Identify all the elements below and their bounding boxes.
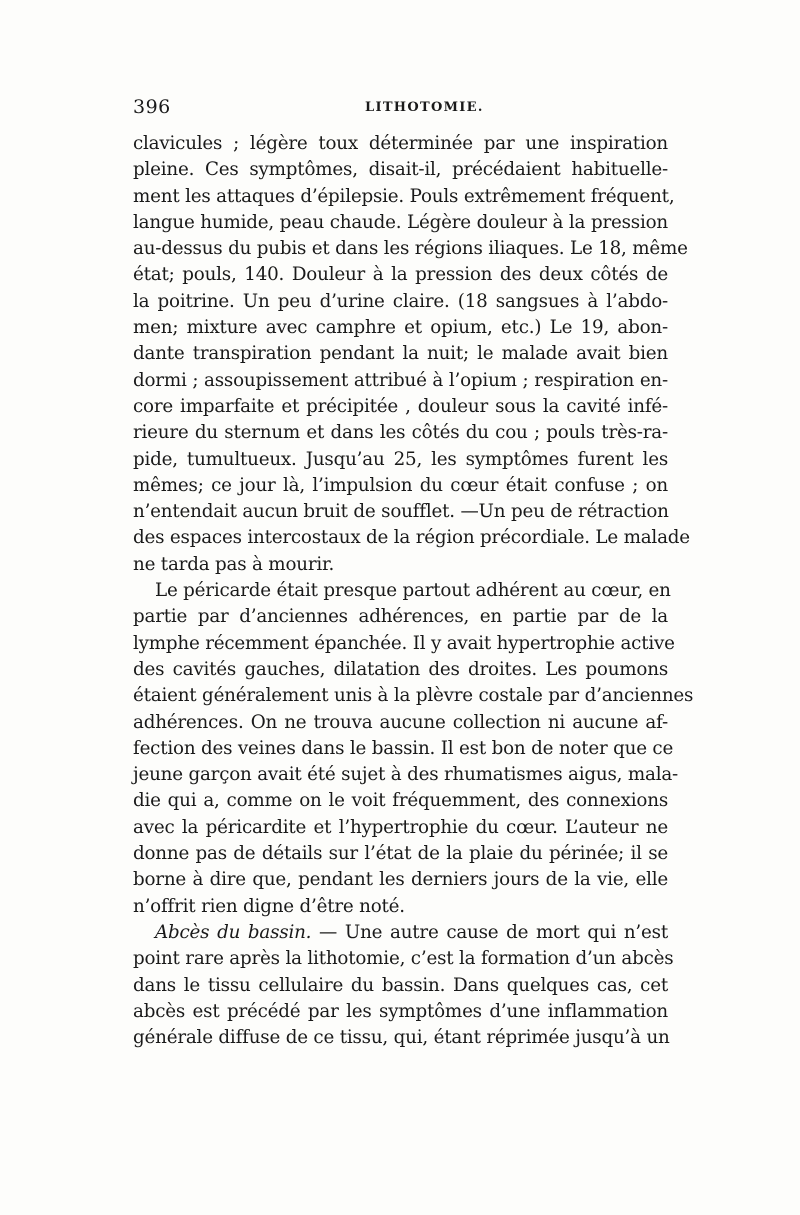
text-line: des cavités gauches, dilatation des droites. Les poumons [133, 658, 668, 680]
page-number: 396 [133, 96, 171, 118]
section-first-line-text: — Une autre cause de mort qui n’est [319, 921, 668, 943]
text-line: clavicules ; légère toux déterminée par une inspiration [133, 133, 668, 154]
text-line: adhérences. On ne trouva aucune collection ni aucune af- [133, 711, 668, 733]
text-line: au-dessus du pubis et dans les régions iliaques. Le 18, même [133, 238, 688, 260]
text-line: abcès est précédé par les symptômes d’une inflammation [133, 1000, 668, 1022]
text-line: pleine. Ces symptômes, disait-il, précédaient habituelle- [133, 159, 668, 181]
text-line: langue humide, peau chaude. Légère douleur à la pression [133, 211, 668, 233]
text-line: des espaces intercostaux de la région précordiale. Le malade [133, 527, 690, 549]
text-line: dante transpiration pendant la nuit; le malade avait bien [133, 343, 668, 365]
section-title: Abcès du bassin. [155, 921, 312, 943]
text-line: borne à dire que, pendant les derniers jours de la vie, elle [133, 869, 668, 891]
text-line: mêmes; ce jour là, l’impulsion du cœur était confuse ; on [133, 474, 668, 496]
text-line: ment les attaques d’épilepsie. Pouls extrêmement fréquent, [133, 185, 675, 207]
page-header [133, 96, 673, 126]
paragraph-first-line: Le péricarde était presque partout adhérent au cœur, en [155, 580, 671, 602]
text-line: n’entendait aucun bruit de soufflet. —Un peu de rétraction [133, 501, 669, 523]
text-line: état; pouls, 140. Douleur à la pression des deux côtés de [133, 264, 668, 286]
running-head: LITHOTOMIE. [365, 100, 484, 115]
text-line: la poitrine. Un peu d’urine claire. (18 sangsues à l’abdo- [133, 290, 668, 312]
text-line: dans le tissu cellulaire du bassin. Dans quelques cas, cet [133, 974, 668, 996]
text-line: rieure du sternum et dans les côtés du cou ; pouls très-ra- [133, 422, 668, 444]
paragraph-last-line: n’offrit rien digne d’être noté. [133, 895, 405, 917]
text-line: étaient généralement unis à la plèvre costale par d’anciennes [133, 685, 694, 707]
text-line: jeune garçon avait été sujet à des rhumatismes aigus, mala- [133, 764, 679, 786]
paragraph-last-line: ne tarda pas à mourir. [133, 553, 335, 575]
text-line: men; mixture avec camphre et opium, etc.) Le 19, abon- [133, 317, 668, 339]
text-line: pide, tumultueux. Jusqu’au 25, les symptômes furent les [133, 448, 668, 470]
text-line: lymphe récemment épanchée. Il y avait hypertrophie active [133, 632, 675, 654]
text-line: point rare après la lithotomie, c’est la formation d’un abcès [133, 948, 674, 970]
text-line: core imparfaite et précipitée , douleur sous la cavité infé- [133, 395, 668, 417]
text-line: avec la péricardite et l’hypertrophie du cœur. L’auteur ne [133, 816, 668, 838]
section-first-line [133, 920, 668, 946]
text-line: die qui a, comme on le voit fréquemment, des connexions [133, 790, 668, 812]
text-line: dormi ; assoupissement attribué à l’opium ; respiration en- [133, 369, 668, 391]
body-text [133, 131, 694, 1051]
text-line: fection des veines dans le bassin. Il est bon de noter que ce [133, 737, 674, 759]
text-line: partie par d’anciennes adhérences, en partie par de la [133, 606, 668, 628]
text-line: donne pas de détails sur l’état de la plaie du périnée; il se [133, 843, 668, 865]
text-line: générale diffuse de ce tissu, qui, étant réprimée jusqu’à un [133, 1027, 670, 1049]
